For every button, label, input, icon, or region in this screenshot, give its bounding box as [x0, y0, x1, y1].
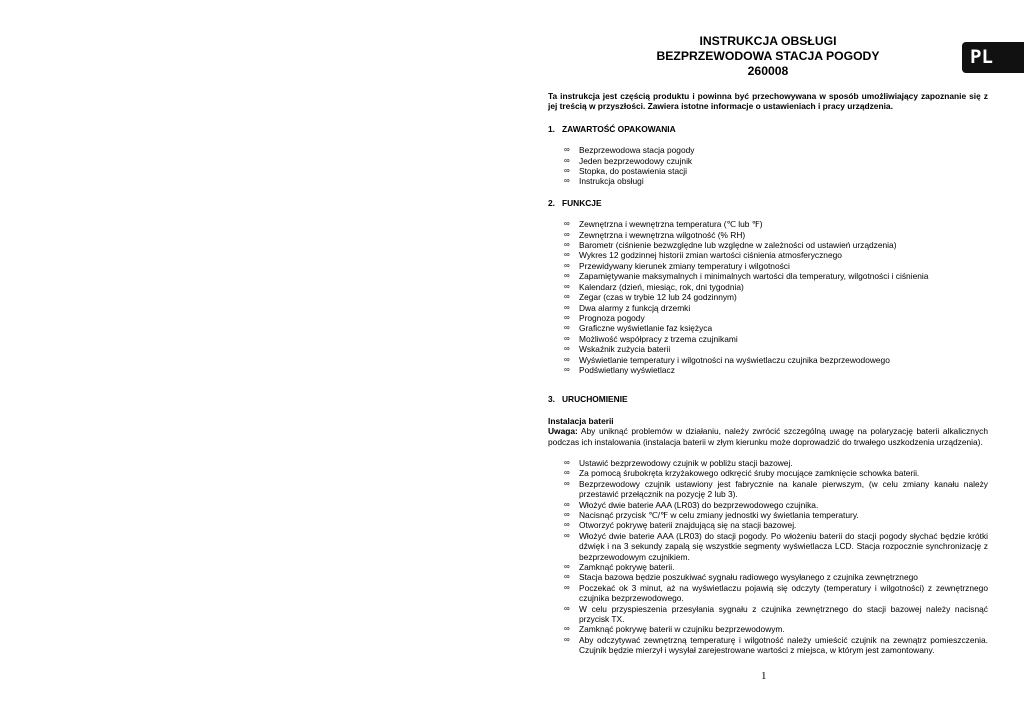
warning-label: Uwaga:: [548, 426, 578, 437]
list-item-text: Poczekać ok 3 minut, aż na wyświetlaczu pojawią się odczyty (temperatury i wilgotności) z zewnętrznego czujnika bezprzewodowego.: [579, 582, 988, 604]
section-title: FUNKCJE: [562, 197, 602, 208]
bullet-icon: ∞: [564, 312, 570, 322]
list-item-text: Za pomocą śrubokręta krzyżakowego odkręcić śruby mocujące zamknięcie schowka baterii.: [579, 468, 920, 479]
bullet-icon: ∞: [564, 634, 570, 644]
list-item-text: Stacja bazowa będzie poszukiwać sygnału radiowego wysyłanego z czujnika zewnętrznego: [579, 572, 918, 583]
list-item-text: Zewnętrzna i wewnętrzna wilgotność (% RH): [579, 229, 746, 240]
list-item-text: Instrukcja obsługi: [579, 176, 644, 187]
list-item-text: Zamknąć pokrywę baterii.: [579, 562, 675, 573]
section-title: URUCHOMIENIE: [562, 394, 628, 405]
list-item-text: Barometr (ciśnienie bezwzględne lub względne w zależności od ustawień urządzenia): [579, 240, 897, 251]
list-item-text: Podświetlany wyświetlacz: [579, 364, 675, 375]
list-item-text: Zapamiętywanie maksymalnych i minimalnych wartości dla temperatury, wilgotności i ciśnienia: [579, 271, 929, 282]
list-item-text: Otworzyć pokrywę baterii znajdującą się na stacji bazowej.: [579, 520, 797, 531]
warning-text: Aby uniknąć problemów w działaniu, należy zwrócić szczególną uwagę na polaryzację baterii alkalicznych podczas ich instalowania (instalacja baterii w złym kierunku może doprowadzić do trwałego uszkodzenia urządzenia).: [548, 426, 988, 447]
features-list: [548, 219, 988, 375]
bullet-icon: ∞: [564, 530, 570, 540]
list-item-text: Dwa alarmy z funkcją drzemki: [579, 302, 691, 313]
list-item-text: Wskaźnik zużycia baterii: [579, 344, 671, 355]
list-item-text: Stopka, do postawienia stacji: [579, 166, 688, 177]
list-item-text: Graficzne wyświetlanie faz księżyca: [579, 323, 713, 334]
list-item: [548, 156, 988, 166]
list-item: [548, 604, 988, 625]
bullet-icon: ∞: [564, 333, 570, 343]
bullet-icon: ∞: [564, 229, 570, 239]
bullet-icon: ∞: [564, 478, 570, 488]
list-item-text: W celu przyspieszenia przesyłania sygnału z czujnika zewnętrznego do stacji bazowej należy nacisnąć przycisk TX.: [579, 603, 988, 625]
bullet-icon: ∞: [564, 624, 570, 634]
bullet-icon: ∞: [564, 166, 570, 176]
list-item: [548, 323, 988, 333]
bullet-icon: ∞: [564, 271, 570, 281]
list-item-text: Ustawić bezprzewodowy czujnik w pobliżu stacji bazowej.: [579, 457, 793, 468]
list-item: [548, 166, 988, 176]
list-item-text: Wyświetlanie temperatury i wilgotności na wyświetlaczu czujnika bezprzewodowego: [579, 354, 890, 365]
list-item: [548, 624, 988, 634]
bullet-icon: ∞: [564, 344, 570, 354]
language-badge-label: PL: [970, 46, 993, 68]
list-item: [548, 344, 988, 354]
bullet-icon: ∞: [564, 302, 570, 312]
list-item: [548, 562, 988, 572]
list-item-text: Zamknąć pokrywę baterii w czujniku bezprzewodowym.: [579, 624, 785, 635]
list-item: [548, 468, 988, 478]
list-item-text: Włożyć dwie baterie AAA (LR03) do stacji pogody. Po włożeniu baterii do stacji pogody słychać będzie krótki dźwięk i na 3 sekundy zapalą się wszystkie segmenty wyświetlacza LCD. Stacja rozpocznie synchronizację z bezprzewodowym czujnikiem.: [579, 530, 988, 562]
list-item-text: Prognoza pogody: [579, 312, 645, 323]
list-item: [548, 355, 988, 365]
title-line: 260008: [747, 64, 789, 78]
bullet-icon: ∞: [564, 354, 570, 364]
list-item-text: Wykres 12 godzinnej historii zmian wartości ciśnienia atmosferycznego: [579, 250, 842, 261]
list-item-text: Kalendarz (dzień, miesiąc, rok, dni tygodnia): [579, 281, 744, 292]
list-item-text: Aby odczytywać zewnętrzną temperaturę i wilgotność należy umieścić czujnik na zewnątrz pomieszczenia. Czujnik będzie mierzył i wysyłał zarejestrowane wartości z miejsca, w którym jest zamontowany.: [579, 634, 988, 656]
title-line: INSTRUKCJA OBSŁUGI: [699, 34, 837, 48]
list-item: [548, 479, 988, 500]
list-item-text: Zegar (czas w trybie 12 lub 24 godzinnym): [579, 292, 737, 303]
list-item: [548, 271, 988, 281]
bullet-icon: ∞: [564, 240, 570, 250]
list-item-text: Włożyć dwie baterie AAA (LR03) do bezprzewodowego czujnika.: [579, 499, 819, 510]
list-item: [548, 520, 988, 530]
list-item-text: Nacisnąć przycisk ℃/℉ w celu zmiany jednostki wy świetlania temperatury.: [579, 510, 859, 520]
bullet-icon: ∞: [564, 155, 570, 165]
bullet-icon: ∞: [564, 323, 570, 333]
list-item: [548, 230, 988, 240]
list-item-text: Zewnętrzna i wewnętrzna temperatura (℃ lub ℉): [579, 219, 763, 230]
list-item-text: Bezprzewodowa stacja pogody: [579, 145, 695, 156]
list-item: [548, 510, 988, 520]
title-line: BEZPRZEWODOWA STACJA POGODY: [656, 49, 880, 63]
list-item: [548, 365, 988, 375]
bullet-icon: ∞: [564, 176, 570, 186]
bullet-icon: ∞: [564, 145, 570, 155]
section-number: 2.: [548, 197, 555, 208]
bullet-icon: ∞: [564, 292, 570, 302]
bullet-icon: ∞: [564, 582, 570, 592]
list-item: [548, 458, 988, 468]
bullet-icon: ∞: [564, 603, 570, 613]
section-heading: [548, 124, 988, 134]
list-item: [548, 219, 988, 229]
list-item: [548, 292, 988, 302]
section-number: 3.: [548, 394, 555, 405]
list-item: [548, 635, 988, 656]
list-item: [548, 313, 988, 323]
list-item: [548, 240, 988, 250]
list-item: [548, 261, 988, 271]
list-item-text: Bezprzewodowy czujnik ustawiony jest fabrycznie na kanale pierwszym, (w celu zmiany kanału należy przestawić przełącznik na pozycję 2 lub 3).: [579, 478, 988, 500]
bullet-icon: ∞: [564, 457, 570, 467]
list-item: [548, 303, 988, 313]
bullet-icon: ∞: [564, 499, 570, 509]
section-heading: [548, 198, 988, 208]
subsection-heading: Instalacja baterii: [548, 415, 614, 426]
list-item: [548, 282, 988, 292]
list-item: [548, 583, 988, 604]
intro-paragraph: Ta instrukcja jest częścią produktu i powinna być przechowywana w sposób umożliwiający zapoznanie się z jej treścią w przyszłości. Zawiera istotne informacje o ustawieniach i pracy urządzenia.: [548, 91, 988, 112]
section-title: ZAWARTOŚĆ OPAKOWANIA: [562, 123, 676, 134]
bullet-icon: ∞: [564, 219, 570, 229]
page-number: 1: [761, 670, 767, 682]
bullet-icon: ∞: [564, 250, 570, 260]
list-item-text: Możliwość współpracy z trzema czujnikami: [579, 333, 738, 344]
bullet-icon: ∞: [564, 260, 570, 270]
list-item: [548, 145, 988, 155]
list-item: [548, 500, 988, 510]
list-item: [548, 572, 988, 582]
battery-warning: [548, 426, 988, 447]
bullet-icon: ∞: [564, 281, 570, 291]
bullet-icon: ∞: [564, 572, 570, 582]
section-heading: [548, 394, 988, 404]
list-item-text: Jeden bezprzewodowy czujnik: [579, 155, 693, 166]
list-item-text: Przewidywany kierunek zmiany temperatury i wilgotności: [579, 260, 790, 271]
bullet-icon: ∞: [564, 562, 570, 572]
list-item: [548, 176, 988, 186]
setup-steps-list: [548, 458, 988, 656]
bullet-icon: ∞: [564, 520, 570, 530]
list-item: [548, 334, 988, 344]
list-item: [548, 531, 988, 562]
section-number: 1.: [548, 123, 555, 134]
document-page: [548, 34, 988, 656]
bullet-icon: ∞: [564, 364, 570, 374]
bullet-icon: ∞: [564, 510, 570, 519]
document-title: [548, 34, 988, 79]
list-item: [548, 250, 988, 260]
bullet-icon: ∞: [564, 468, 570, 478]
package-contents-list: [548, 145, 988, 187]
